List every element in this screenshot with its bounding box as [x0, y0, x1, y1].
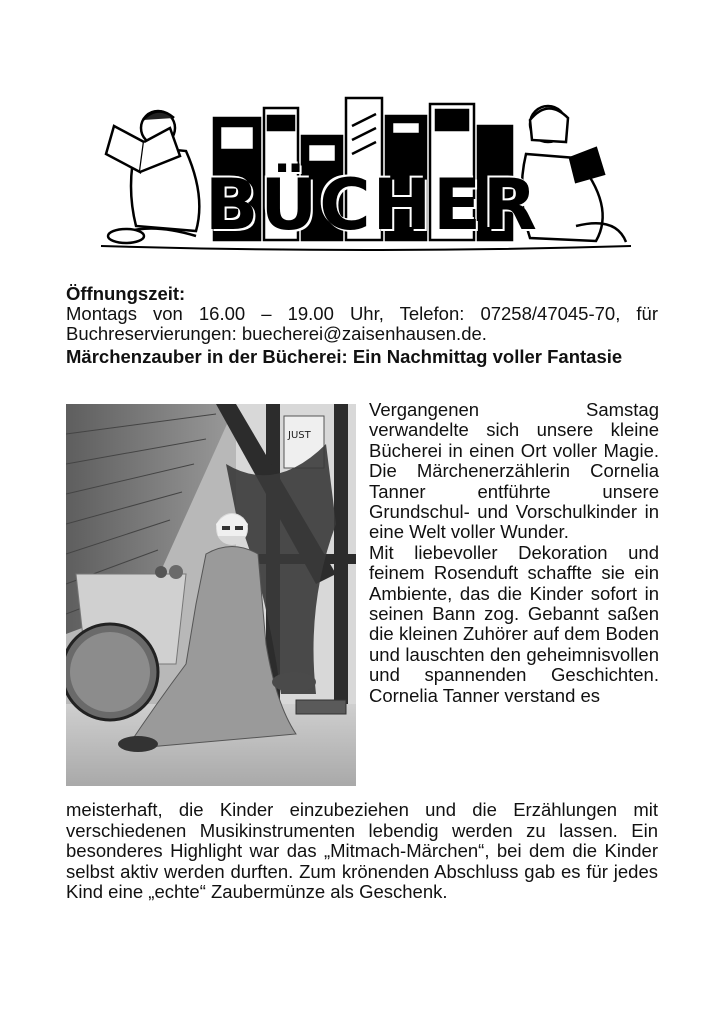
logo-word: BÜCHER	[205, 164, 539, 246]
opening-hours-text: Montags von 16.00 – 19.00 Uhr, Telefon: 07258/47045-70, für Buchreservierungen: buecherei@zaisenhausen.de.	[66, 303, 658, 345]
article-title: Märchenzauber in der Bücherei: Ein Nachmittag voller Fantasie	[66, 346, 623, 367]
article-paragraph-1: Vergangenen Samstag verwandelte sich unsere kleine Bücherei in einen Ort voller Magie. Die Märchenerzählerin Cornelia Tanner entführte unsere Grundschul- und Vorschulkinder in eine Welt voller Wunder.	[369, 399, 659, 543]
storyteller-photo	[66, 404, 356, 786]
reading-man-illustration	[106, 111, 199, 243]
article-paragraph-2-start: Mit liebevoller Dekoration und feinem Rosenduft schaffte sie ein Ambiente, das die Kinder sofort in seinen Bann zog. Gebannt saßen die kleinen Zuhörer auf dem Boden und lauschten den geheimnisvollen und spannenden Geschichten. Cornelia Tanner verstand es	[369, 541, 659, 706]
opening-hours-heading: Öffnungszeit:	[66, 283, 186, 304]
article-paragraph-2-continued: meisterhaft, die Kinder einzubeziehen und die Erzählungen mit verschiedenen Musikinstrumenten lebendig werden zu lassen. Ein besonderes Highlight war das „Mitmach-Märchen“, bei dem die Kinder selbst aktiv werden durften. Zum krönenden Abschluss gab es für jedes Kind eine „echte“ Zaubermünze als Geschenk.	[66, 799, 658, 903]
poster-text: JUST	[288, 430, 311, 441]
article-column-text	[369, 400, 659, 706]
